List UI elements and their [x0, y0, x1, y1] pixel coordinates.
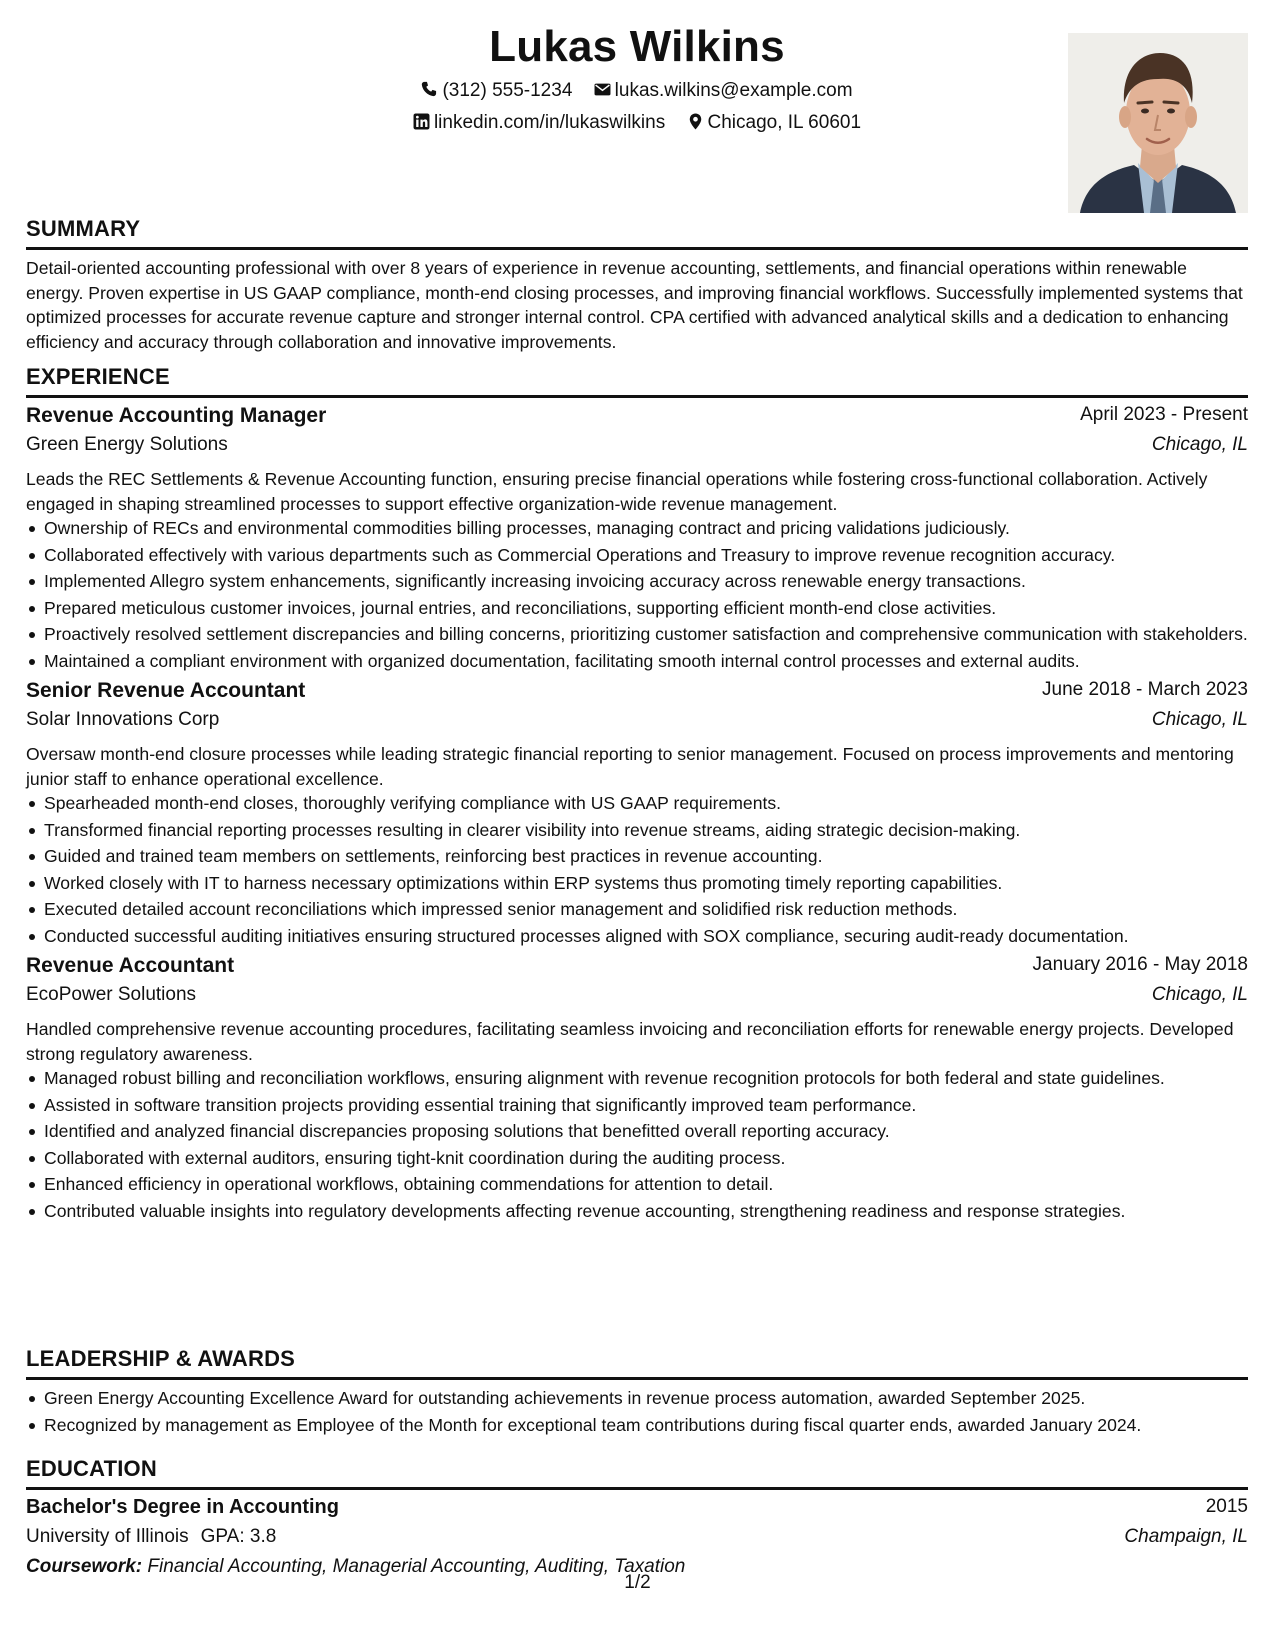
list-item: Prepared meticulous customer invoices, journal entries, and reconciliations, supporting efficient month-end close activities. [44, 596, 1248, 621]
list-item: Executed detailed account reconciliations which impressed senior management and solidified risk reduction methods. [44, 897, 1248, 922]
job-entry [26, 679, 1248, 948]
experience-heading: EXPERIENCE [26, 364, 1248, 398]
job-title: Senior Revenue Accountant [26, 679, 306, 702]
phone-number: (312) 555-1234 [442, 80, 573, 101]
job-location: Chicago, IL [1151, 709, 1248, 730]
list-item: Spearheaded month-end closes, thoroughly verifying compliance with US GAAP requirements. [44, 791, 1248, 816]
awards-heading: LEADERSHIP & AWARDS [26, 1346, 1248, 1380]
summary-heading: SUMMARY [26, 216, 1248, 250]
school-location: Champaign, IL [1124, 1526, 1248, 1547]
summary-section [26, 216, 1248, 354]
graduation-year: 2015 [1205, 1496, 1248, 1517]
list-item: Conducted successful auditing initiatives ensuring structured processes aligned with SOX compliance, securing audit-ready documentation. [44, 924, 1248, 949]
list-item: Assisted in software transition projects providing essential training that significantly improved team performance. [44, 1093, 1248, 1118]
experience-section [26, 364, 1248, 1225]
location-contact [687, 112, 862, 134]
job-location: Chicago, IL [1151, 434, 1248, 455]
job-dates: April 2023 - Present [1080, 404, 1248, 425]
gpa-value: GPA: 3.8 [200, 1526, 277, 1547]
awards-section [26, 1346, 1248, 1439]
email-contact[interactable] [594, 80, 853, 102]
list-item: Transformed financial reporting processes resulting in clearer visibility into revenue streams, aiding strategic decision-making. [44, 818, 1248, 843]
job-bullets [26, 1066, 1248, 1223]
list-item: Contributed valuable insights into regulatory developments affecting revenue accounting, strengthening readiness and response strategies. [44, 1199, 1248, 1224]
list-item: Worked closely with IT to harness necessary optimizations within ERP systems thus promoting timely reporting capabilities. [44, 871, 1248, 896]
list-item: Collaborated with external auditors, ensuring tight-knit coordination during the auditing process. [44, 1146, 1248, 1171]
list-item: Maintained a compliant environment with organized documentation, facilitating smooth internal control processes and external audits. [44, 649, 1248, 674]
awards-list [26, 1386, 1248, 1437]
coursework-list: Financial Accounting, Managerial Accounting, Auditing, Taxation [147, 1556, 686, 1577]
list-item: Green Energy Accounting Excellence Award for outstanding achievements in revenue process automation, awarded September 2025. [44, 1386, 1248, 1411]
education-section [26, 1456, 1248, 1578]
job-description: Handled comprehensive revenue accounting procedures, facilitating seamless invoicing and reconciliation efforts for renewable energy projects. Developed strong regulatory awareness. [26, 1019, 1234, 1064]
job-bullets [26, 516, 1248, 673]
linkedin-url[interactable]: linkedin.com/in/lukaswilkins [433, 112, 666, 133]
job-entry [26, 404, 1248, 673]
list-item: Guided and trained team members on settlements, reinforcing best practices in revenue accounting. [44, 844, 1248, 869]
page-number: 1/2 [624, 1572, 651, 1593]
job-title: Revenue Accounting Manager [26, 404, 327, 427]
profile-photo-illustration [1068, 33, 1248, 213]
linkedin-contact[interactable] [413, 112, 665, 134]
job-description: Oversaw month-end closure processes while leading strategic financial reporting to senior management. Focused on process improvements and mentoring junior staff to enhance operational excellence. [26, 744, 1234, 789]
list-item: Implemented Allegro system enhancements, significantly increasing invoicing accuracy across renewable energy transactions. [44, 569, 1248, 594]
job-description: Leads the REC Settlements & Revenue Accounting function, ensuring precise financial operations while fostering cross-functional collaboration. Actively engaged in shaping streamlined processes to support effective organization-wide revenue management. [26, 469, 1208, 514]
list-item: Recognized by management as Employee of the Month for exceptional team contributions during fiscal quarter ends, awarded January 2024. [44, 1413, 1248, 1438]
education-heading: EDUCATION [26, 1456, 1248, 1490]
list-item: Identified and analyzed financial discrepancies proposing solutions that benefitted overall reporting accuracy. [44, 1119, 1248, 1144]
candidate-name: Lukas Wilkins [489, 22, 785, 71]
list-item: Ownership of RECs and environmental commodities billing processes, managing contract and pricing validations judiciously. [44, 516, 1248, 541]
email-address[interactable]: lukas.wilkins@example.com [614, 80, 853, 101]
job-location: Chicago, IL [1151, 984, 1248, 1005]
contact-row-primary [26, 80, 1248, 102]
list-item: Managed robust billing and reconciliation workflows, ensuring alignment with revenue recognition protocols for both federal and state guidelines. [44, 1066, 1248, 1091]
phone-icon [421, 81, 438, 98]
email-icon [594, 81, 611, 98]
list-item: Collaborated effectively with various departments such as Commercial Operations and Treasury to improve revenue recognition accuracy. [44, 543, 1248, 568]
phone-contact [421, 80, 572, 102]
location-pin-icon [687, 113, 704, 130]
resume-header [26, 22, 1248, 222]
job-company: Green Energy Solutions [26, 434, 228, 455]
coursework-label: Coursework: [26, 1556, 143, 1577]
degree-title: Bachelor's Degree in Accounting [26, 1496, 339, 1518]
job-company: EcoPower Solutions [26, 984, 197, 1005]
list-item: Proactively resolved settlement discrepancies and billing concerns, prioritizing customer satisfaction and comprehensive communication with stakeholders. [44, 622, 1248, 647]
job-bullets [26, 791, 1248, 948]
school-name: University of Illinois [26, 1526, 189, 1547]
list-item: Enhanced efficiency in operational workflows, obtaining commendations for attention to detail. [44, 1172, 1248, 1197]
contact-row-secondary [26, 112, 1248, 134]
summary-text: Detail-oriented accounting professional with over 8 years of experience in revenue accounting, settlements, and financial operations within renewable energy. Proven expertise in US GAAP compliance, month-end closing processes, and improving financial workflows. Successfully implemented systems that optimized processes for accurate revenue capture and stronger internal control. CPA certified with advanced analytical skills and a dedication to enhancing efficiency and accuracy through collaboration and innovative improvements. [26, 258, 1243, 352]
job-dates: January 2016 - May 2018 [1032, 954, 1248, 975]
job-title: Revenue Accountant [26, 954, 235, 977]
linkedin-icon [413, 113, 430, 130]
job-entry [26, 954, 1248, 1223]
job-dates: June 2018 - March 2023 [1042, 679, 1248, 700]
profile-photo [1068, 33, 1248, 213]
job-company: Solar Innovations Corp [26, 709, 220, 730]
location-text: Chicago, IL 60601 [707, 112, 862, 133]
